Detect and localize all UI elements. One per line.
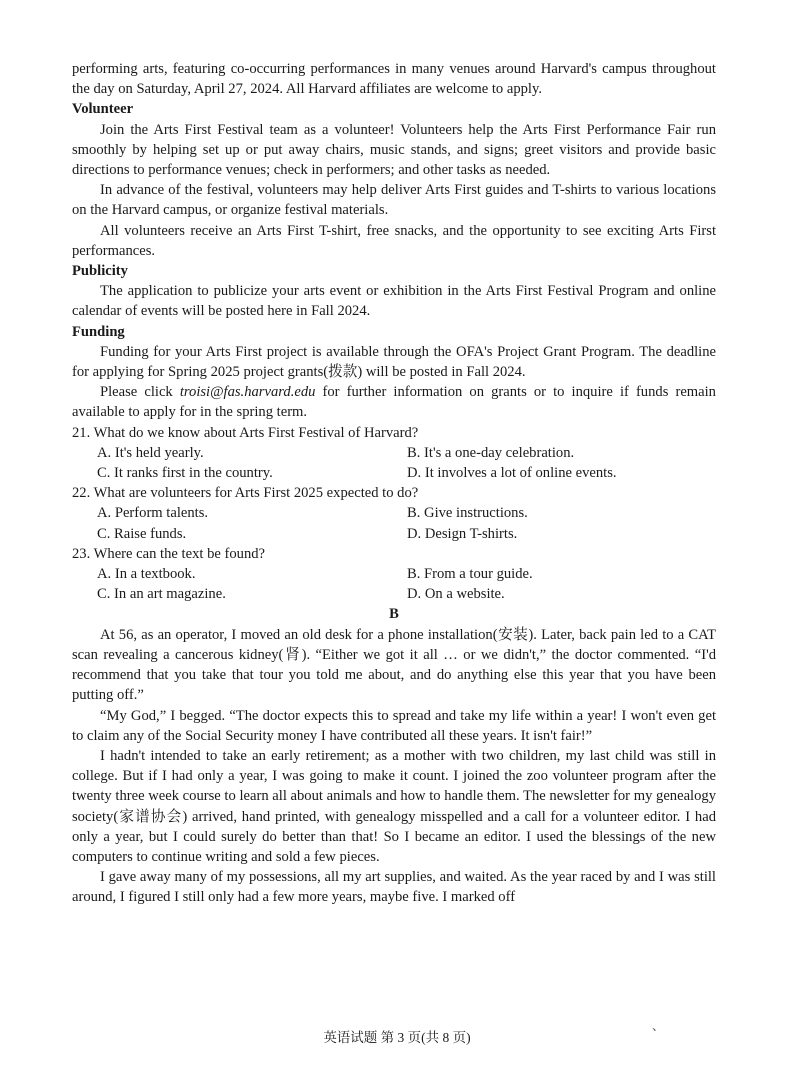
- option-d: D. Design T-shirts.: [407, 525, 518, 542]
- volunteer-heading: Volunteer: [72, 101, 134, 118]
- answer-options: [97, 564, 716, 604]
- section-b-label: B: [389, 606, 399, 623]
- funding-paragraph-2: [72, 382, 716, 422]
- publicity-heading: Publicity: [72, 263, 128, 280]
- funding-heading: Funding: [72, 323, 125, 340]
- page-footer: 英语试题 第 3 页(共 8 页): [323, 1030, 471, 1045]
- option-b: B. Give instructions.: [407, 505, 528, 522]
- question-21: [72, 423, 716, 484]
- question-23: [72, 544, 716, 605]
- option-b: B. From a tour guide.: [407, 566, 533, 583]
- question-stem: 21. What do we know about Arts First Festival of Harvard?: [72, 424, 419, 441]
- option-d: D. On a website.: [407, 586, 505, 603]
- option-c: C. Raise funds.: [97, 525, 187, 542]
- story-paragraph-2: “My God,” I begged. “The doctor expects this to spread and take my life within a year! I won't even get to claim any of the Social Security money I have contributed all these years. It isn't fair!”: [72, 707, 716, 744]
- story-paragraph-3: I hadn't intended to take an early retirement; as a mother with two children, my last child was still in college. But if I had only a year, I was going to make it count. I joined the zoo volunteer program after the twenty three week course to learn all about animals and how to handle them. The newsletter for my genealogy society(家谱协会) arrived, hand printed, with genealogy misspelled and a call for a volunteer editor. I had only a year, but I could surely do better than that! So I became an editor. I used the blessings of the new computers to continue writing and sold a few pieces.: [72, 747, 716, 865]
- story-paragraph-1: At 56, as an operator, I moved an old desk for a phone installation(安装). Later, back pain led to a CAT scan revealing a cancerous kidney(肾). “Either we got it all … or we didn't,” the doctor commented. “I'd recommend that you take that tour you told me about, and do anything else this year that you have been putting off.”: [72, 626, 716, 704]
- funding-paragraph-1: Funding for your Arts First project is available through the OFA's Project Grant Program. The deadline for applying for Spring 2025 project grants(拨款) will be posted in Fall 2024.: [72, 343, 716, 381]
- funding-text-before-email: Please click: [100, 384, 180, 401]
- stray-mark: 、: [652, 1019, 665, 1033]
- question-22: [72, 483, 716, 544]
- answer-options: [97, 503, 716, 543]
- option-a: A. It's held yearly.: [97, 444, 204, 461]
- email-link[interactable]: troisi@fas.harvard.edu: [179, 384, 316, 401]
- publicity-paragraph: The application to publicize your arts event or exhibition in the Arts First Festival Program and online calendar of events will be posted here in Fall 2024.: [72, 283, 716, 320]
- intro-paragraph: performing arts, featuring co-occurring performances in many venues around Harvard's campus throughout the day on Saturday, April 27, 2024. All Harvard affiliates are welcome to apply.: [72, 61, 716, 98]
- story-paragraph-4: I gave away many of my possessions, all my art supplies, and waited. As the year raced by and I was still around, I figured I still only had a few more years, maybe five. I marked off: [72, 869, 716, 906]
- funding-text-after-email: for further information on grants or to inquire if funds remain available to apply for in the spring term.: [72, 384, 716, 421]
- option-c: C. It ranks first in the country.: [97, 465, 273, 482]
- volunteer-paragraph-2: In advance of the festival, volunteers may help deliver Arts First guides and T-shirts to various locations on the Harvard campus, or organize festival materials.: [72, 182, 716, 219]
- option-d: D. It involves a lot of online events.: [407, 465, 617, 482]
- volunteer-paragraph-1: Join the Arts First Festival team as a volunteer! Volunteers help the Arts First Performance Fair run smoothly by helping set up or put away chairs, music stands, and signs; greet visitors and provide basic directions to performance venues; check in performers; and other tasks as needed.: [72, 121, 716, 179]
- option-a: A. Perform talents.: [97, 505, 209, 522]
- question-stem: 23. Where can the text be found?: [72, 545, 266, 562]
- option-a: A. In a textbook.: [97, 566, 196, 583]
- volunteer-paragraph-3: All volunteers receive an Arts First T-shirt, free snacks, and the opportunity to see exciting Arts First performances.: [72, 222, 716, 259]
- option-b: B. It's a one-day celebration.: [407, 444, 575, 461]
- option-c: C. In an art magazine.: [97, 586, 226, 603]
- answer-options: [97, 443, 716, 483]
- page-content: [72, 59, 716, 908]
- question-stem: 22. What are volunteers for Arts First 2025 expected to do?: [72, 485, 419, 502]
